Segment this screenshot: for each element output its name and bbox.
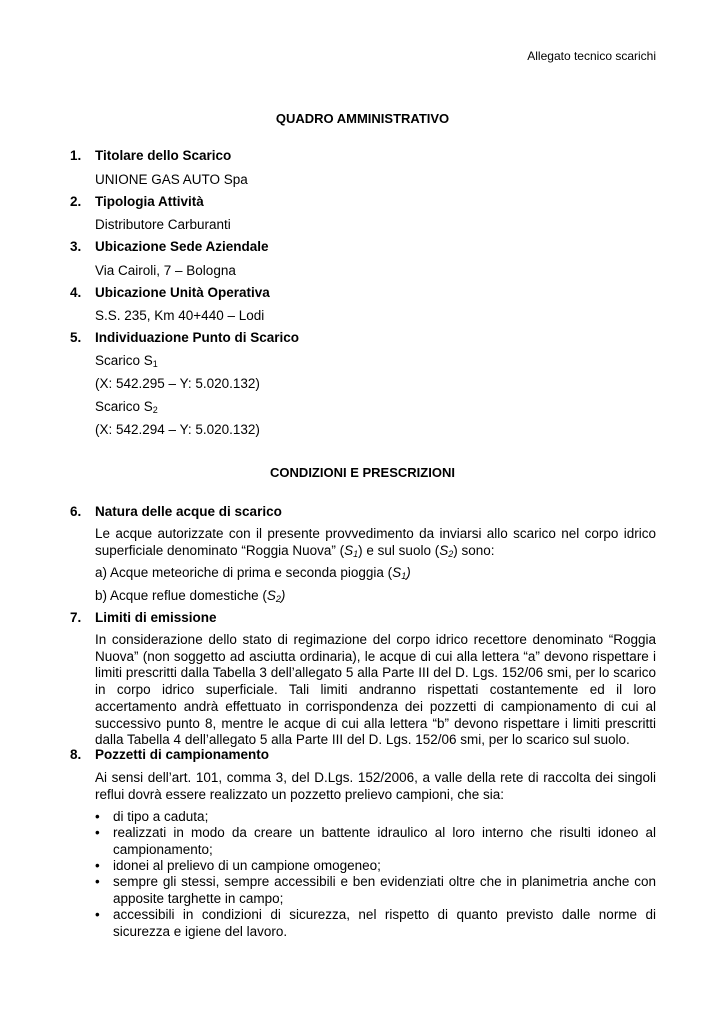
item-1-value: UNIONE GAS AUTO Spa xyxy=(95,172,248,187)
scarico-2-coords: (X: 542.294 – Y: 5.020.132) xyxy=(95,422,260,437)
item-title: Natura delle acque di scarico xyxy=(95,504,282,519)
item-2-value: Distributore Carburanti xyxy=(95,217,231,232)
list-item: • accessibili in condizioni di sicurezza, nel rispetto di quanto previsto dalle norme di sicurezza e igiene del lavoro. xyxy=(95,907,656,939)
list-item: • realizzati in modo da creare un battente idraulico al loro interno che risulti idoneo al campionamento; xyxy=(95,825,656,857)
bullet-icon: • xyxy=(95,874,100,889)
item-title: Individuazione Punto di Scarico xyxy=(95,330,300,345)
bullet-icon: • xyxy=(95,809,100,824)
bullet-icon: • xyxy=(95,858,100,873)
bullet-icon: • xyxy=(95,907,100,922)
scarico-1-label: Scarico $S_1$ xyxy=(95,353,158,369)
item-title: Tipologia Attività xyxy=(95,194,204,209)
item-number: 4. xyxy=(70,285,82,300)
item-title: Ubicazione Unità Operativa xyxy=(95,285,270,300)
item-number: 8. xyxy=(70,747,82,762)
item-number: 3. xyxy=(70,239,82,254)
item-number: 1. xyxy=(70,148,82,163)
item-4-value: S.S. 235, Km 40+440 – Lodi xyxy=(95,308,265,323)
item-6-paragraph: Le acque autorizzate con il presente provvedimento da inviarsi allo scarico nel corpo idrico superficiale denominato “Roggia Nuova” $(S_1)$ e sul suolo $(S_2)$ sono: xyxy=(95,526,656,559)
item-6-option-a: a) Acque meteoriche di prima e seconda pioggia $(S_1)$ xyxy=(95,565,411,581)
section-title-administrative: QUADRO AMMINISTRATIVO xyxy=(275,111,450,126)
item-number: 7. xyxy=(70,610,82,625)
bullet-icon: • xyxy=(95,825,100,840)
item-6-option-b: b) Acque reflue domestiche $(S_2)$ xyxy=(95,588,286,604)
item-7-paragraph: In considerazione dello stato di regimazione del corpo idrico recettore denominato “Roggia Nuova” (non soggetto ad asciutta ordinaria), le acque di cui alla lettera “a” devono rispettare i limiti prescritti dalla Tabella 3 dell’allegato 5 alla Parte III del D. Lgs. 152/06 smi, per lo scarico in corpo idrico superficiale. Tali limiti andranno rispettati costantemente ed il loro accertamento andrà effettuato in corrispondenza dei pozzetti di campionamento di cui al successivo punto 8, mentre le acque di cui alla lettera “b” devono rispettare i limiti prescritti dalla Tabella 4 dell’allegato 5 alla Parte III del D. Lgs. 152/06 smi, per lo scarico sul suolo. xyxy=(95,632,656,748)
item-title: Limiti di emissione xyxy=(95,610,217,625)
item-number: 5. xyxy=(70,330,82,345)
item-number: 2. xyxy=(70,194,82,209)
item-title: Pozzetti di campionamento xyxy=(95,747,270,762)
item-8-paragraph: Ai sensi dell’art. 101, comma 3, del D.Lgs. 152/2006, a valle della rete di raccolta dei singoli reflui dovrà essere realizzato un pozzetto prelievo campioni, che sia: xyxy=(95,770,656,802)
list-item: • idonei al prelievo di un campione omogeneo; xyxy=(95,858,381,873)
item-3-value: Via Cairoli, 7 – Bologna xyxy=(95,263,236,278)
item-title: Ubicazione Sede Aziendale xyxy=(95,239,269,254)
list-item: • di tipo a caduta; xyxy=(95,809,209,824)
scarico-1-coords: (X: 542.295 – Y: 5.020.132) xyxy=(95,376,260,391)
section-title-conditions: CONDIZIONI E PRESCRIZIONI xyxy=(270,465,455,480)
list-item: • sempre gli stessi, sempre accessibili e ben evidenziati oltre che in planimetria anche con apposite targhette in campo; xyxy=(95,874,656,906)
page-header: Allegato tecnico scarichi xyxy=(527,49,656,63)
scarico-2-label: Scarico $S_2$ xyxy=(95,399,158,415)
item-number: 6. xyxy=(70,504,82,519)
item-title: Titolare dello Scarico xyxy=(95,148,232,163)
